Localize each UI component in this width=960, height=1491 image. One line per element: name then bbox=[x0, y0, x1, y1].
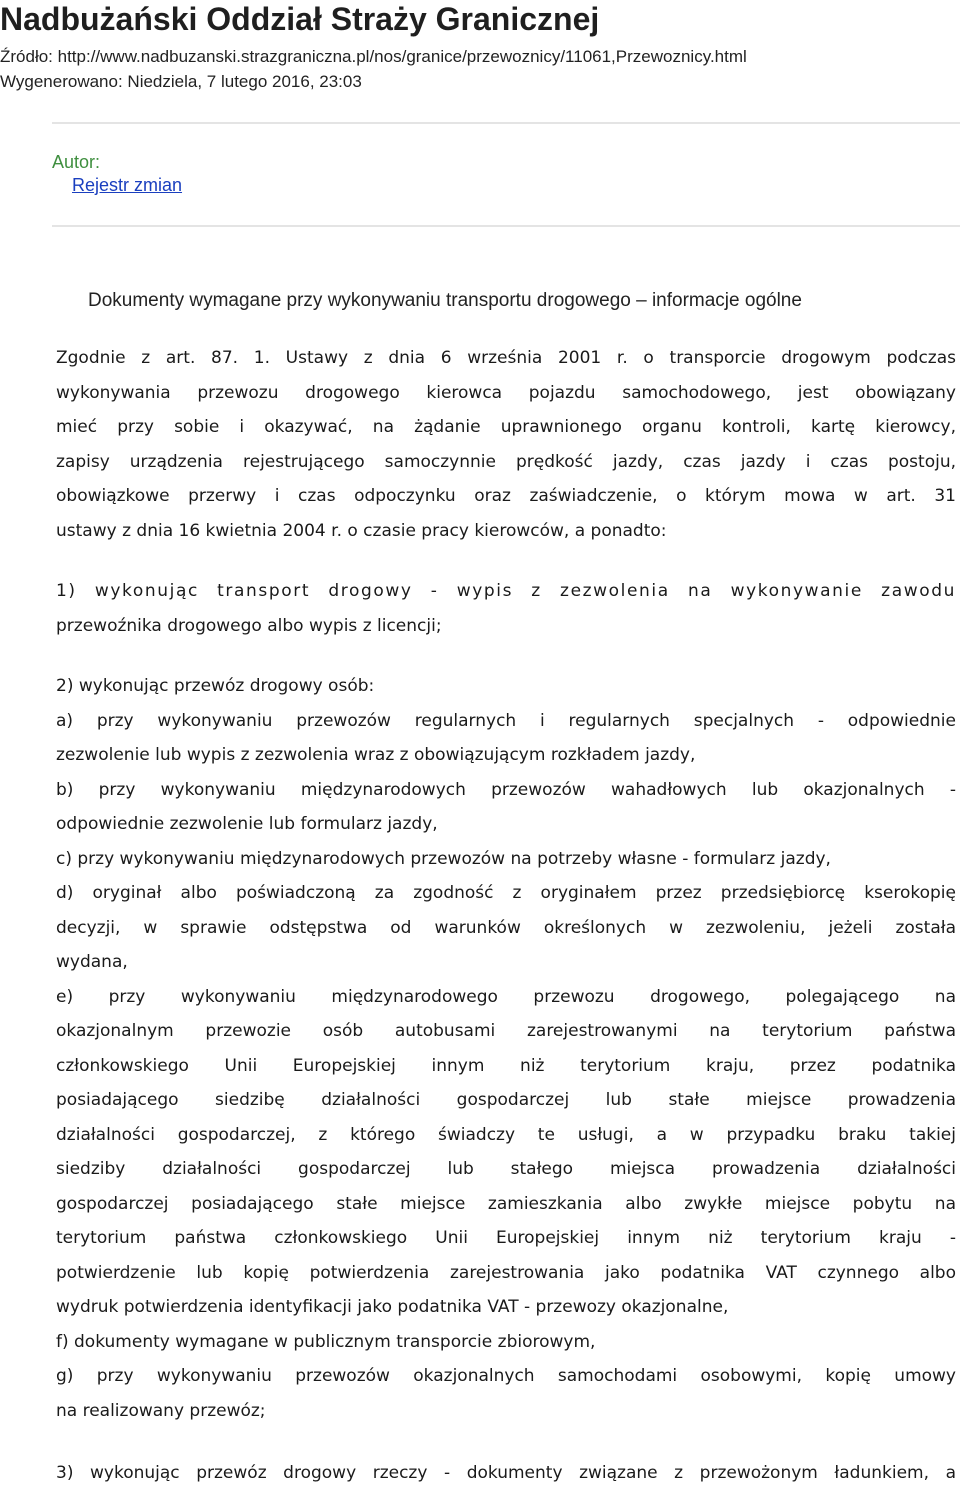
changelog-link[interactable]: Rejestr zmian bbox=[72, 175, 183, 195]
text-line: c) przy wykonywaniu międzynarodowych przewozów na potrzeby własne - formularz jazdy, bbox=[56, 848, 831, 869]
text-line: Zgodnie z art. 87. 1. Ustawy z dnia 6 września 2001 r. o transporcie drogowym podczas bbox=[56, 348, 956, 368]
text-line: na realizowany przewóz; bbox=[56, 1400, 266, 1421]
text-line: zapisy urządzenia rejestrującego samoczynnie prędkość jazdy, czas jazdy i czas postoju, bbox=[56, 451, 956, 472]
text-line: wydruk potwierdzenia identyfikacji jako podatnika VAT - przewozy okazjonalne, bbox=[56, 1297, 729, 1317]
text-line: okazjonalnym przewozie osób autobusami zarejestrowanymi na terytorium państwa bbox=[56, 1021, 956, 1041]
divider-top bbox=[52, 122, 960, 124]
item-2 bbox=[56, 669, 956, 1428]
text-line: f) dokumenty wymagane w publicznym transporcie zbiorowym, bbox=[56, 1331, 596, 1352]
text-line: obowiązkowe przerwy i czas odpoczynku oraz zaświadczenie, o którym mowa w art. 31 bbox=[56, 486, 956, 506]
text-line: mieć przy sobie i okazywać, na żądanie uprawnionego organu kontroli, kartę kierowcy, bbox=[56, 417, 956, 437]
author-label: Autor: bbox=[52, 152, 101, 172]
text-line: przewoźnika drogowego albo wypis z licencji; bbox=[56, 615, 442, 636]
text-line: 1) wykonując transport drogowy - wypis z zezwolenia na wykonywanie zawodu bbox=[56, 581, 956, 601]
text-line: potwierdzenie lub kopię potwierdzenia zarejestrowania jako podatnika VAT czynnego albo bbox=[56, 1262, 956, 1283]
source-url: Źródło: http://www.nadbuzanski.strazgraniczna.pl/nos/granice/przewoznicy/11061,Przewoznicy.html bbox=[0, 47, 747, 66]
text-line: d) oryginał albo poświadczoną za zgodność z oryginałem przez przedsiębiorcę kserokopię bbox=[56, 883, 956, 903]
text-line: 3) wykonując przewóz drogowy rzeczy - dokumenty związane z przewożonym ładunkiem, a bbox=[56, 1463, 956, 1483]
generated-date: Wygenerowano: Niedziela, 7 lutego 2016, 23:03 bbox=[0, 72, 362, 91]
text-line: decyzji, w sprawie odstępstwa od warunków określonych w zezwoleniu, jeżeli została bbox=[56, 917, 956, 938]
text-line: e) przy wykonywaniu międzynarodowego przewozu drogowego, polegającego na bbox=[56, 986, 956, 1007]
text-line: ustawy z dnia 16 kwietnia 2004 r. o czasie pracy kierowców, a ponadto: bbox=[56, 520, 667, 541]
text-line: siedziby działalności gospodarczej lub stałego miejsca prowadzenia działalności bbox=[56, 1159, 956, 1179]
text-line: a) przy wykonywaniu przewozów regularnych i regularnych specjalnych - odpowiednie bbox=[56, 710, 956, 731]
text-line: posiadającego siedzibę działalności gospodarczej lub stałe miejsce prowadzenia bbox=[56, 1090, 956, 1110]
text-line: działalności gospodarczej, z którego świadczy te usługi, a w przypadku braku takiej bbox=[56, 1124, 956, 1145]
text-line: b) przy wykonywaniu międzynarodowych przewozów wahadłowych lub okazjonalnych - bbox=[56, 779, 956, 800]
text-line: odpowiednie zezwolenie lub formularz jazdy, bbox=[56, 814, 438, 834]
document-title: Dokumenty wymagane przy wykonywaniu transportu drogowego – informacje ogólne bbox=[88, 290, 802, 311]
text-line: zezwolenie lub wypis z zezwolenia wraz z obowiązującym rozkładem jazdy, bbox=[56, 745, 696, 765]
divider-author bbox=[52, 225, 960, 227]
intro-paragraph bbox=[56, 341, 956, 548]
item-1 bbox=[56, 574, 956, 643]
text-line: 2) wykonując przewóz drogowy osób: bbox=[56, 676, 375, 696]
text-line: wydana, bbox=[56, 952, 128, 972]
text-line: członkowskiego Unii Europejskiej innym niż terytorium kraju, przez podatnika bbox=[56, 1055, 956, 1076]
site-title: Nadbużański Oddział Straży Granicznej bbox=[0, 1, 600, 37]
text-line: wykonywania przewozu drogowego kierowca pojazdu samochodowego, jest obowiązany bbox=[56, 382, 956, 403]
text-line: gospodarczej posiadającego stałe miejsce zamieszkania albo zwykłe miejsce pobytu na bbox=[56, 1193, 956, 1214]
text-line: g) przy wykonywaniu przewozów okazjonalnych samochodami osobowymi, kopię umowy bbox=[56, 1366, 956, 1386]
item-3 bbox=[56, 1456, 956, 1491]
text-line: terytorium państwa członkowskiego Unii Europejskiej innym niż terytorium kraju - bbox=[56, 1228, 956, 1248]
